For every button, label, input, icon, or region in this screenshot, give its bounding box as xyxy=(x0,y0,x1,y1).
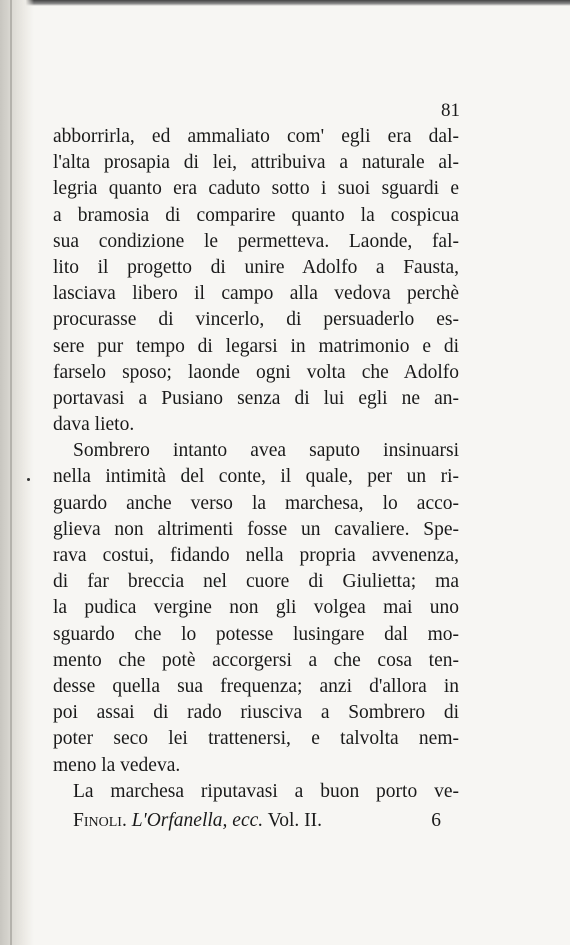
text-line: farselo sposo; laonde ogni volta che Adolfo xyxy=(53,361,459,383)
text-line: poter seco lei trattenersi, e talvolta nem- xyxy=(53,728,459,750)
text-line: la pudica vergine non gli volgea mai uno xyxy=(53,597,459,619)
text-line: mento che potè accorgersi a che cosa ten- xyxy=(53,649,459,671)
text-line: lito il progetto di unire Adolfo a Fausta, xyxy=(53,256,459,278)
text-line: sere pur tempo di legarsi in matrimonio e di xyxy=(53,335,459,357)
text-line: nella intimità del conte, il quale, per un ri- xyxy=(53,466,459,488)
footer-author: Finoli. xyxy=(73,810,127,831)
page-footer xyxy=(73,808,441,834)
binding-line xyxy=(10,0,12,945)
text-line: abborrirla, ed ammaliato com' egli era dal- xyxy=(53,126,459,147)
text-line: dava lieto. xyxy=(53,414,135,436)
footer-volume: Vol. II. xyxy=(267,810,323,831)
text-line: a bramosia di comparire quanto la cospicua xyxy=(53,204,459,226)
stray-ink-mark xyxy=(27,478,30,481)
text-line: desse quella sua frequenza; anzi d'allora in xyxy=(53,675,459,697)
text-line: sguardo che lo potesse lusingare dal mo- xyxy=(53,623,459,645)
text-line: legria quanto era caduto sotto i suoi sguardi e xyxy=(53,178,459,200)
text-line: poi assai di rado riusciva a Sombrero di xyxy=(53,702,459,724)
text-line: sua condizione le permetteva. Laonde, fal- xyxy=(53,230,459,252)
body-text xyxy=(53,124,459,805)
text-line: guardo anche verso la marchesa, lo acco- xyxy=(53,492,459,514)
text-line: meno la vedeva. xyxy=(53,754,181,776)
footer-citation xyxy=(73,808,322,834)
page-top-edge xyxy=(0,0,570,6)
text-line: portavasi a Pusiano senza di lui egli ne an- xyxy=(53,387,459,409)
footer-signature: 6 xyxy=(431,810,441,831)
page-number: 81 xyxy=(441,100,460,121)
text-line: lasciava libero il campo alla vedova perchè xyxy=(53,283,459,305)
binding-shadow xyxy=(0,0,34,945)
text-line: La marchesa riputavasi a buon porto ve- xyxy=(73,780,459,802)
text-line: di far breccia nel cuore di Giulietta; ma xyxy=(53,571,459,593)
text-line: glieva non altrimenti fosse un cavaliere. Spe- xyxy=(53,518,459,540)
text-line: l'alta prosapia di lei, attribuiva a naturale al- xyxy=(53,152,459,174)
text-line: Sombrero intanto avea saputo insinuarsi xyxy=(73,440,459,462)
footer-title: L'Orfanella, ecc. xyxy=(131,810,264,831)
text-line: rava costui, fidando nella propria avvenenza, xyxy=(53,545,459,566)
text-line: procurasse di vincerlo, di persuaderlo es- xyxy=(53,309,459,331)
